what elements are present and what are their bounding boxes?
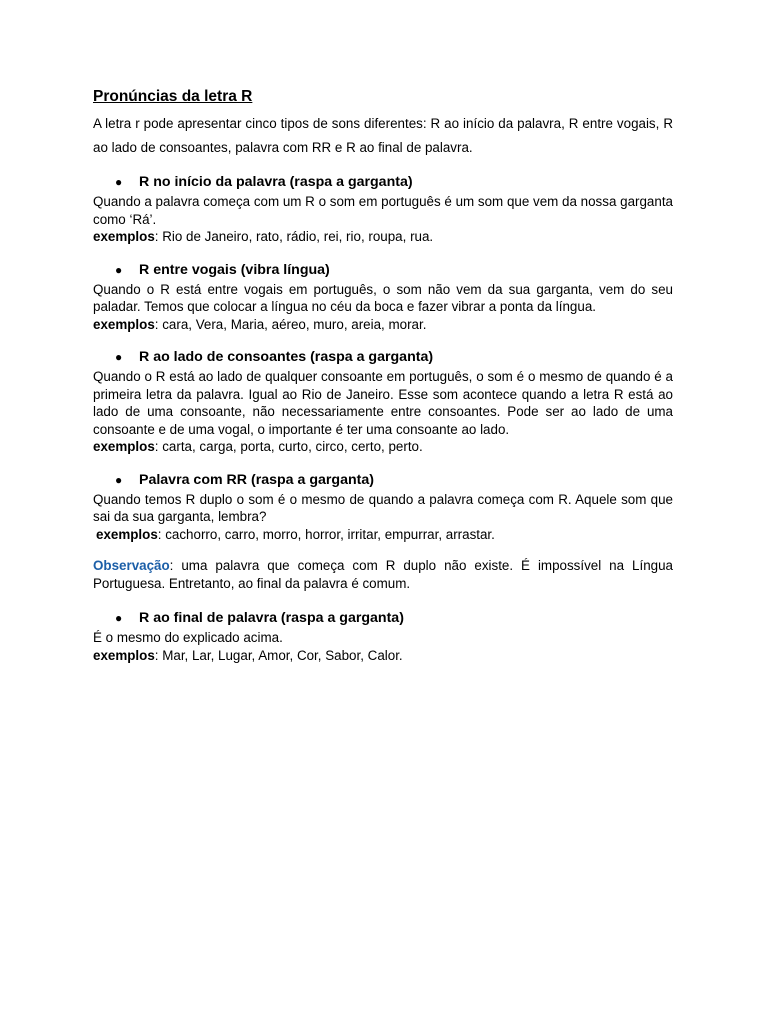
observation-text: : uma palavra que começa com R duplo não existe. É impossível na Língua Portuguesa. Entretanto, ao final da palavra é comum. <box>93 558 673 591</box>
observation-paragraph <box>93 557 673 592</box>
bullet-icon: ● <box>115 472 123 487</box>
examples-label: exemplos <box>96 526 158 542</box>
section-text: É o mesmo do explicado acima. <box>93 630 283 645</box>
section-heading: R entre vogais (vibra língua) <box>139 261 330 278</box>
intro-paragraph: A letra r pode apresentar cinco tipos de sons diferentes: R ao início da palavra, R entre vogais, R ao lado de consoantes, palavra com RR e R ao final de palavra. <box>93 116 673 155</box>
section-heading: Palavra com RR (raspa a garganta) <box>139 471 374 488</box>
examples-label: exemplos <box>93 229 155 244</box>
examples-label: exemplos <box>93 316 155 332</box>
examples-label: exemplos <box>93 647 155 663</box>
examples-text: : cachorro, carro, morro, horror, irritar, empurrar, arrastar. <box>157 526 495 542</box>
bullet-icon: ● <box>115 262 123 277</box>
section-heading: R no início da palavra (raspa a garganta) <box>139 174 413 190</box>
examples-text: : carta, carga, porta, curto, circo, certo, perto. <box>154 439 423 454</box>
section-text: Quando o R está ao lado de qualquer consoante em português, o som é o mesmo de quando é a primeira letra da palavra. Igual ao Rio de Janeiro. Esse som acontece quando a letra R está ao lado de uma consoante, não necessariamente entre consoantes. Pode ser ao lado de uma consoante e de uma vogal, o importante é ter uma consoante ao lado. <box>93 369 673 437</box>
section-r-final <box>93 608 673 664</box>
section-palavra-rr <box>93 470 673 544</box>
section-heading: R ao lado de consoantes (raspa a garganta) <box>139 349 434 365</box>
examples-line <box>93 228 673 246</box>
examples-text: : cara, Vera, Maria, aéreo, muro, areia, morar. <box>154 316 427 332</box>
section-text: Quando temos R duplo o som é o mesmo de quando a palavra começa com R. Aquele som que sai da sua garganta, lembra? <box>93 491 673 524</box>
document-title: Pronúncias da letra R <box>93 88 253 105</box>
bullet-icon: ● <box>115 175 123 189</box>
bullet-icon: ● <box>115 350 123 364</box>
document-content <box>93 86 673 678</box>
examples-line <box>93 438 673 456</box>
section-r-consoantes <box>93 347 673 456</box>
section-r-inicio <box>93 172 673 246</box>
examples-line <box>93 526 673 544</box>
section-text: Quando o R está entre vogais em português, o som não vem da sua garganta, vem do seu paladar. Temos que colocar a língua no céu da boca e fazer vibrar a ponta da língua. <box>93 281 673 314</box>
section-text: Quando a palavra começa com um R o som em português é um som que vem da nossa garganta como ‘Rá’. <box>93 194 673 227</box>
examples-line <box>93 647 673 665</box>
section-r-entre-vogais <box>93 260 673 334</box>
bullet-icon: ● <box>115 611 123 625</box>
observation-label: Observação <box>93 558 170 573</box>
examples-text: : Mar, Lar, Lugar, Amor, Cor, Sabor, Calor. <box>154 647 403 663</box>
examples-label: exemplos <box>93 439 155 454</box>
examples-text: : Rio de Janeiro, rato, rádio, rei, rio, roupa, rua. <box>154 229 434 244</box>
section-heading: R ao final de palavra (raspa a garganta) <box>139 610 404 626</box>
examples-line <box>93 316 673 334</box>
